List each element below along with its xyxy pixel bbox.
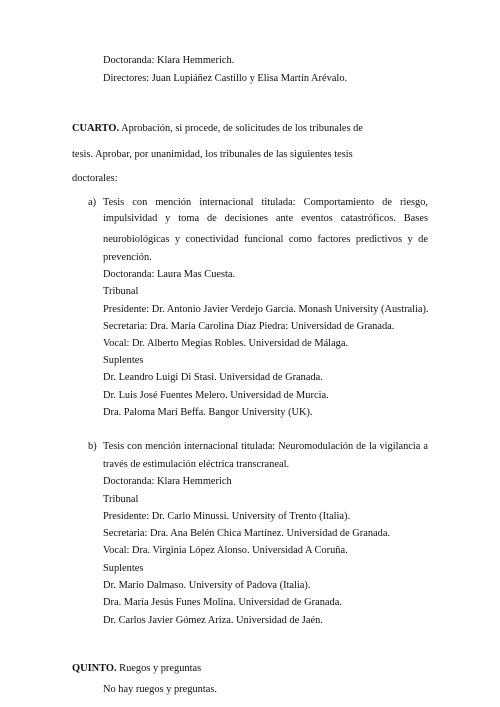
quinto-title: Ruegos y preguntas	[119, 663, 202, 674]
item-a-marker: a)	[88, 197, 97, 208]
quinto-heading-line	[72, 662, 201, 675]
cuarto-heading-line	[72, 122, 363, 135]
top-doctoranda: Doctoranda: Klara Hemmerich.	[103, 55, 235, 66]
item-a-doctoranda: Doctoranda: Laura Mas Cuesta.	[103, 269, 236, 280]
item-a-line-1: Tesis con mención internacional titulada: Comportamiento de riesgo,	[103, 197, 428, 208]
item-b-tribunal: Tribunal	[103, 494, 139, 505]
top-directores: Directores: Juan Lupiáñez Castillo y Elisa Martín Arévalo.	[103, 73, 348, 84]
item-b-presidente: Presidente: Dr. Carlo Minussi. University of Trento (Italia).	[103, 511, 351, 522]
item-b-suplente-1: Dr. Mario Dalmaso. University of Padova (Italia).	[103, 580, 311, 591]
item-a-suplente-3: Dra. Paloma Marí Beffa. Bangor University (UK).	[103, 407, 313, 418]
item-a-suplentes: Suplentes	[103, 355, 144, 366]
item-b-suplentes: Suplentes	[103, 563, 144, 574]
item-b-marker: b)	[88, 441, 97, 452]
cuarto-line-3: doctorales:	[72, 173, 118, 184]
item-a-secretaria: Secretaria: Dra. María Carolina Díaz Piedra: Universidad de Granada.	[103, 321, 395, 332]
item-b-line-2: través de estimulación eléctrica transcraneal.	[103, 459, 290, 470]
item-a-line-2: impulsividad y toma de decisiones ante eventos catastróficos. Bases	[103, 213, 428, 224]
item-a-suplente-1: Dr. Leandro Luigi Di Stasi. Universidad de Granada.	[103, 372, 323, 383]
item-a-suplente-2: Dr. Luis José Fuentes Melero. Universidad de Murcia.	[103, 390, 329, 401]
item-a-line-4: prevención.	[103, 252, 152, 263]
cuarto-line-2: tesis. Aprobar, por unanimidad, los tribunales de las siguientes tesis	[72, 149, 353, 160]
quinto-body: No hay ruegos y preguntas.	[103, 684, 217, 695]
item-b-suplente-3: Dr. Carlos Javier Gómez Ariza. Universidad de Jaén.	[103, 615, 323, 626]
item-a-line-3: neurobiológicas y conectividad funcional como factores predictivos y de	[103, 234, 428, 245]
cuarto-heading: CUARTO.	[72, 123, 120, 134]
item-a-vocal: Vocal: Dr. Alberto Megías Robles. Universidad de Málaga.	[103, 338, 349, 349]
item-b-suplente-2: Dra. María Jesús Funes Molina. Universidad de Granada.	[103, 597, 342, 608]
cuarto-title: Aprobación, si procede, de solicitudes de los tribunales de	[121, 123, 363, 134]
item-b-line-1: Tesis con mención internacional titulada: Neuromodulación de la vigilancia a	[103, 441, 428, 452]
item-a-tribunal: Tribunal	[103, 286, 139, 297]
item-a-presidente: Presidente: Dr. Antonio Javier Verdejo García. Monash University (Australia).	[103, 304, 429, 315]
quinto-heading: QUINTO.	[72, 663, 117, 674]
item-b-vocal: Vocal: Dra. Virginia López Alonso. Universidad A Coruña.	[103, 545, 348, 556]
item-b-doctoranda: Doctoranda: Klara Hemmerich	[103, 476, 232, 487]
item-b-secretaria: Secretaria: Dra. Ana Belén Chica Martínez. Universidad de Granada.	[103, 528, 391, 539]
